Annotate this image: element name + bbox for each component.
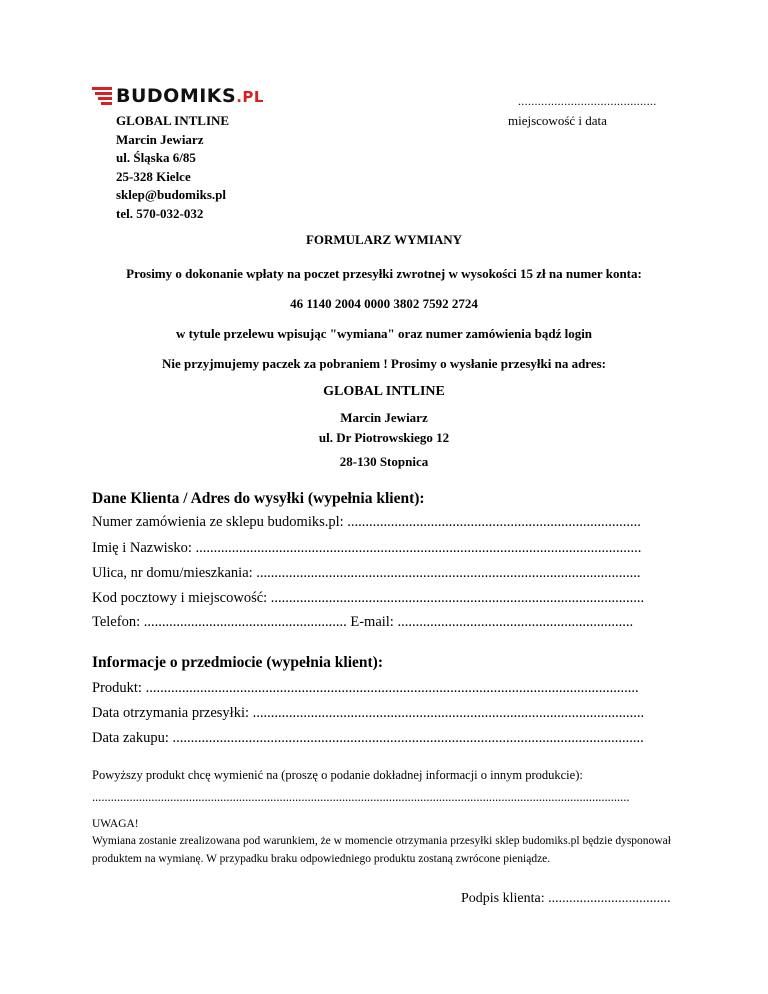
payment-request: Prosimy o dokonanie wpłaty na poczet przesyłki zwrotnej w wysokości 15 zł na numer konta: (126, 266, 642, 281)
street-field[interactable]: Ulica, nr domu/mieszkania: .......................................................................................................... (92, 565, 641, 581)
product-section-heading: Informacje o przedmiocie (wypełnia klient): (92, 654, 383, 671)
client-section-heading: Dane Klienta / Adres do wysyłki (wypełnia klient): (92, 490, 425, 507)
product-field[interactable]: Produkt: ........................................................................................................................................ (92, 680, 639, 696)
sender-company: GLOBAL INTLINE (116, 113, 230, 128)
received-date-field[interactable]: Data otrzymania przesyłki: ............................................................................................................ (92, 705, 645, 721)
account-number: 46 1140 2004 0000 3802 7592 2724 (290, 296, 478, 311)
sender-address (116, 112, 229, 223)
return-name: Marcin Jewiarz (340, 410, 428, 425)
logo-wordmark (116, 84, 264, 109)
notice-text: Wymiana zostanie zrealizowana pod warunkiem, że w momencie otrzymania przesyłki sklep budomiks.pl będzie dysponował produktem na wymianę. W przypadku braku odpowiedniego produktu zostaną zwrócone pieniądze. (92, 835, 671, 865)
sender-email: sklep@budomiks.pl (116, 187, 227, 202)
budomiks-logo (92, 84, 264, 108)
return-street: ul. Dr Piotrowskiego 12 (318, 430, 450, 445)
place-date-label: miejscowość i data (508, 113, 607, 128)
exchange-field[interactable]: ............................................................................................................................................................................ (92, 790, 630, 804)
phone-email-field[interactable]: Telefon: ........................................................ E-mail: ................................................................. (92, 614, 634, 630)
postal-city-field[interactable]: Kod pocztowy i miejscowość: ....................................................................................................... (92, 590, 645, 606)
sender-name: Marcin Jewiarz (116, 131, 204, 147)
return-company: GLOBAL INTLINE (323, 384, 445, 399)
logo-stripe (101, 102, 112, 105)
sender-city: 25-328 Kielce (116, 168, 191, 184)
logo-stripe (98, 97, 112, 100)
sender-phone: tel. 570-032-032 (116, 205, 204, 221)
no-cod-note: Nie przyjmujemy paczek za pobraniem ! Prosimy o wysłanie przesyłki na adres: (162, 356, 606, 371)
signature-field[interactable]: Podpis klienta: ................................... (461, 891, 671, 906)
transfer-title-note: w tytule przelewu wpisując "wymiana" oraz numer zamówienia bądź login (175, 326, 593, 341)
purchase-date-field[interactable]: Data zakupu: .................................................................................................................................. (92, 730, 644, 746)
logo-main-text: BUDOMIKS (116, 85, 237, 107)
place-date-field[interactable]: .......................................... (518, 94, 657, 108)
logo-stripe (92, 87, 112, 90)
order-number-field[interactable]: Numer zamówienia ze sklepu budomiks.pl: ................................................................................. (92, 514, 641, 530)
form-title: FORMULARZ WYMIANY (305, 232, 463, 247)
full-name-field[interactable]: Imię i Nazwisko: ........................................................................................................................... (92, 540, 642, 556)
logo-stripe (95, 92, 112, 95)
sender-street: ul. Śląska 6/85 (116, 150, 196, 165)
exchange-prompt: Powyższy produkt chcę wymienić na (proszę o podanie dokładnej informacji o innym produkcie): (92, 768, 583, 782)
return-city: 28-130 Stopnica (339, 454, 429, 469)
logo-suffix: .PL (236, 88, 264, 106)
notice-title: UWAGA! (92, 818, 139, 830)
